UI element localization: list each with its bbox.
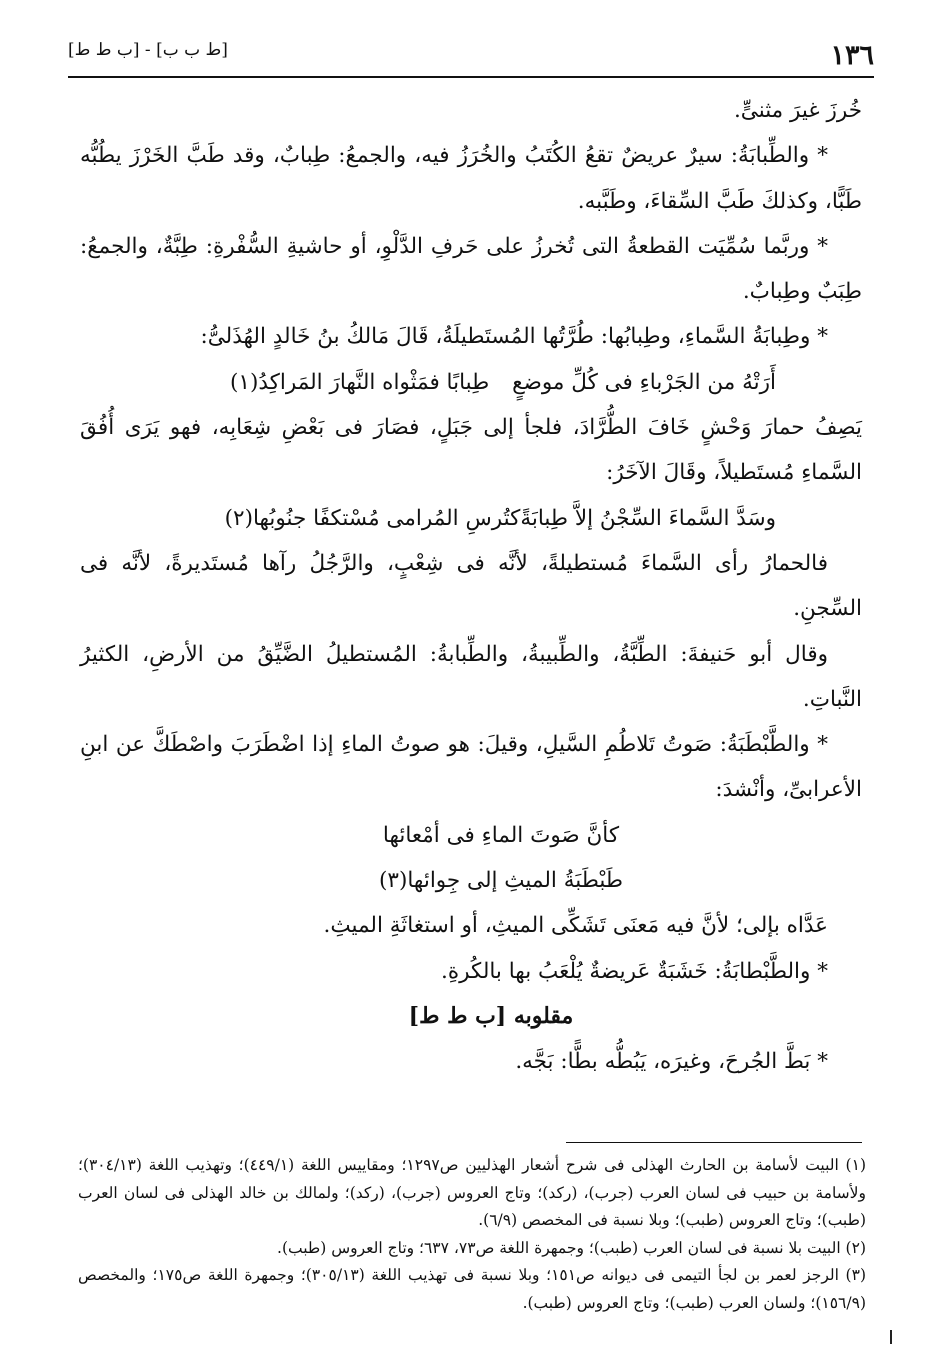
footnote: (١) البيت لأسامة بن الحارث الهذلى فى شرح أشعار الهذليين ص١٢٩٧؛ ومقاييس اللغة (٤٤٩/١)؛ وتهذيب اللغة (٣٠٤/١٣)؛ ولأسامة بن حبيب فى لسان العرب (جرب)، (ركد)؛ وتاج العروس (جرب)، (ركد)؛ ولمالك بن خالد الهذلى فى لسان العرب (طبب)؛ وتاج العروس (طبب)؛ وبلا نسبة فى المخصص (٦/٩). [78,1156,866,1229]
paragraph: * وربَّما سُمِّيَت القطعةُ التى تُخرزُ على حَرفِ الدَّلْوِ، أو حاشيةِ السُّفْرةِ: طِبَّةٌ، والجمعُ: طِبَبٌ وطِبابٌ. [80,233,862,305]
paragraph: يَصِفُ حمارَ وَحْشٍ خَافَ الطُّرَّادَ، فلجأ إلى جَبَلٍ، فصَارَ فى بَعْضِ شِعَابِه، فهو يَرَى أُفُقَ السَّماءِ مُستَطيلاً، وقَالَ الآخَرُ: [80,415,862,486]
verse-first-hemistich: وسَدَّ السَّماءَ السِّجْنُ إلاَّ طِبابَةً [520,505,776,531]
footnote-rule [566,1142,862,1143]
footnote: (٢) البيت بلا نسبة فى لسان العرب (طبب)؛ وجمهرة اللغة ص٧٣، ٦٣٧؛ وتاج العروس (طبب). [277,1238,866,1257]
paragraph: * بَطَّ الجُرحَ، وغيرَه، يَبُطُّه بطًّا: بَجَّه. [515,1049,828,1075]
section-heading: مقلوبه [ب ط ط] [408,1002,574,1029]
rajaz-line: طَبْطَبَةُ الميثِ إلى جِوائها(٣) [379,868,623,894]
paragraph: فالحمارُ رأى السَّماءَ مُستطيلةً، لأنَّه فى شِعْبٍ، والرَّجُلُ رآها مُستَديرةً، لأنَّه فى السِّجنِ. [80,550,862,622]
main-text [80,88,862,1085]
paragraph: * وطِبابَةُ السَّماءِ، وطِبابُها: طُرَّتُها المُستَطيلَةُ، قَالَ مَالكُ بنُ خَالدٍ الهُذَلىُّ: [200,324,828,350]
footnote: (٣) الرجز لعمر بن لجأ التيمى فى ديوانه ص١٥١؛ وبلا نسبة فى تهذيب اللغة (٣٠٥/١٣)؛ وجمهرة اللغة ص١٧٥؛ والمخصص (١٥٦/٩)؛ ولسان العرب (طبب)؛ وتاج العروس (طبب). [78,1266,866,1312]
margin-mark [890,1330,892,1344]
verse-first-hemistich: أَرَتْهُ من الجَرْباءِ فى كُلِّ موضعٍ [512,369,776,395]
header-rule [68,76,874,78]
paragraph: * والطَّبْطابَةُ: خَشَبَةٌ عَريضةٌ يُلْعَبُ بها بالكُرةِ. [440,958,828,984]
running-head: [ط ب ب] - [ب ط ط] [68,40,228,60]
paragraph: * والطِّبابَةُ: سيرٌ عريضٌ تقعُ الكُتَبُ والخُرَزُ فيه، والجمعُ: طِبابٌ، وقد طَبَّ الخَرْزَ يطُبُّه طَبًّا، وكذلكَ طَبَّ السِّقاءَ، وطَبَّبه. [80,143,862,214]
paragraph: خُرزَ غيرَ مثنىٍّ. [733,98,862,123]
verse-second-hemistich: طِبابًا فمَثْواه النَّهارَ المَراكِدُ(١) [230,369,490,395]
page-number: ١٣٦ [830,40,874,71]
footnotes [78,1152,866,1317]
paragraph: * والطَّبْطَبَةُ: صَوتُ تَلاطُمِ السَّيلِ، وقيلَ: هو صوتُ الماءِ إذا اضْطَرَبَ واصْطَكَّ عن ابنِ الأعرابىِّ، وأنْشدَ: [80,732,862,803]
verse-line [80,496,862,541]
paragraph: وقال أبو حَنيفةَ: الطِّبَّةُ، والطِّبيبةُ، والطِّبابةُ: المُستطيلُ الضَّيِّقُ من الأرضِ، الكثيرُ النَّباتِ. [80,641,862,712]
paragraph: عَدَّاه بإلى؛ لأنَّ فيه مَعنَى تَشَكِّى الميثِ، أو استغاثَةِ الميثِ. [323,913,828,939]
verse-second-hemistich: كتُرسِ المُرامى مُسْتكفًا جنُوبُها(٢) [224,505,521,531]
page-header [68,36,874,78]
verse-line [80,360,862,405]
rajaz-line: كأنَّ صَوتَ الماءِ فى أمْعائها [382,822,620,848]
